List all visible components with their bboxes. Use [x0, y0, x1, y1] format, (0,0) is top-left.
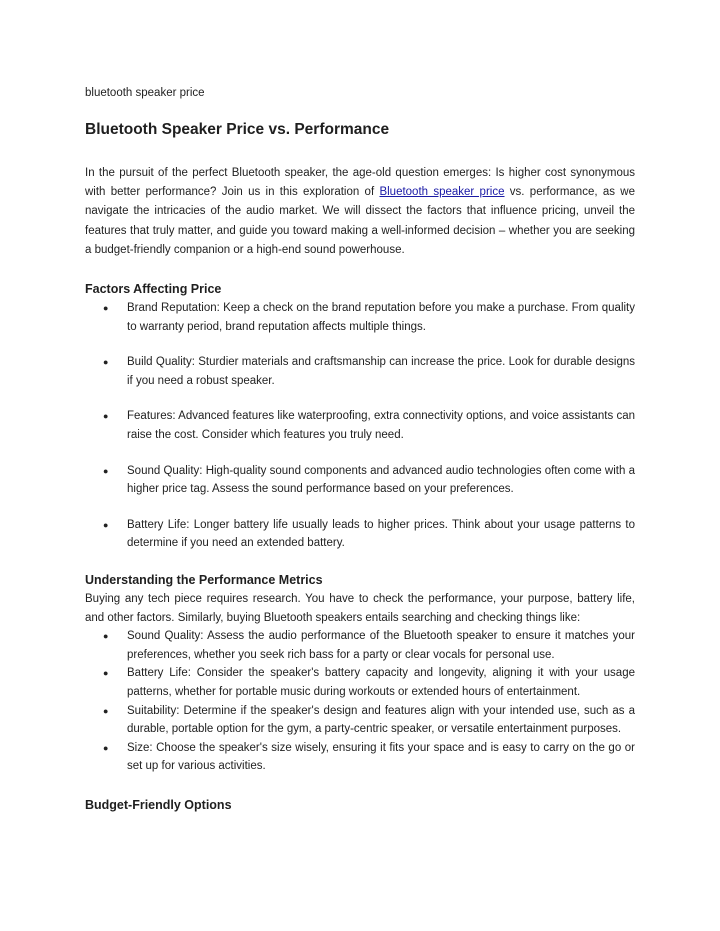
list-item-text: Battery Life: Longer battery life usually leads to higher prices. Think about your usage patterns to determine if you need an extended battery.: [127, 518, 635, 550]
list-item-text: Battery Life: Consider the speaker's battery capacity and longevity, aligning it with your usage patterns, whether for portable music during workouts or extended hours of entertainment.: [127, 667, 635, 698]
section-heading-factors: Factors Affecting Price: [85, 282, 222, 297]
page-title: Bluetooth Speaker Price vs. Performance: [85, 121, 390, 138]
list-item-text: Sound Quality: Assess the audio performance of the Bluetooth speaker to ensure it matches your preferences, whether you seek rich bass for a party or clear vocals for personal use.: [127, 630, 635, 661]
list-item-text: Sound Quality: High-quality sound components and advanced audio technologies often come with a higher price tag. Assess the sound performance based on your preferences.: [127, 464, 635, 496]
list-item: [85, 407, 635, 444]
bullet-icon: ●: [103, 742, 109, 753]
list-item-text: Brand Reputation: Keep a check on the brand reputation before you make a purchase. From quality to warranty period, brand reputation affects multiple things.: [127, 302, 635, 333]
section-heading-budget: Budget-Friendly Options: [85, 797, 232, 812]
bullet-icon: ●: [103, 631, 109, 642]
bullet-icon: ●: [103, 519, 109, 530]
list-item: [85, 353, 635, 390]
list-item-text: Size: Choose the speaker's size wisely, ensuring it fits your space and is easy to carry on the go or set up for various activities.: [127, 741, 635, 773]
list-item: [85, 299, 635, 336]
factors-list: [85, 299, 635, 553]
list-item-text: Build Quality: Sturdier materials and craftsmanship can increase the price. Look for durable designs if you need a robust speaker.: [127, 356, 635, 387]
intro-text-before: In the pursuit of the perfect Bluetooth speaker, the age-old question emerges: Is higher cost synonymous with better performance? Join us in this exploration of: [85, 167, 635, 199]
bullet-icon: ●: [103, 303, 109, 314]
performance-paragraph: Buying any tech piece requires research. You have to check the performance, your purpose, battery life, and other factors. Similarly, buying Bluetooth speakers entails searching and checking things like:: [85, 592, 635, 624]
list-item-text: Suitability: Determine if the speaker's design and features align with your intended use, such as a durable, portable option for the gym, a party-centric speaker, or versatile entertainment purposes.: [127, 704, 635, 736]
bullet-icon: ●: [103, 411, 109, 422]
bullet-icon: ●: [103, 465, 109, 476]
section-heading-performance: Understanding the Performance Metrics: [85, 572, 323, 587]
list-item: [85, 664, 635, 701]
top-label: bluetooth speaker price: [85, 87, 205, 99]
document-body: [85, 84, 635, 814]
bullet-icon: ●: [103, 668, 109, 679]
intro-paragraph: [85, 164, 635, 260]
list-item: [85, 516, 635, 553]
list-item: [85, 627, 635, 664]
bluetooth-speaker-price-link[interactable]: Bluetooth speaker price: [379, 186, 505, 199]
performance-list: [85, 627, 635, 776]
list-item: [85, 702, 635, 739]
bullet-icon: ●: [103, 705, 109, 716]
intro-text-after: vs. performance, as we navigate the intricacies of the audio market. We will dissect the factors that influence pricing, unveil the features that truly matter, and guide you toward making a well-informed decision – whether you are seeking a budget-friendly companion or a high-end sound powerhouse.: [85, 186, 635, 256]
list-item: [85, 462, 635, 499]
bullet-icon: ●: [103, 357, 109, 368]
list-item-text: Features: Advanced features like waterproofing, extra connectivity options, and voice assistants can raise the cost. Consider which features you truly need.: [127, 410, 635, 441]
list-item: [85, 739, 635, 776]
